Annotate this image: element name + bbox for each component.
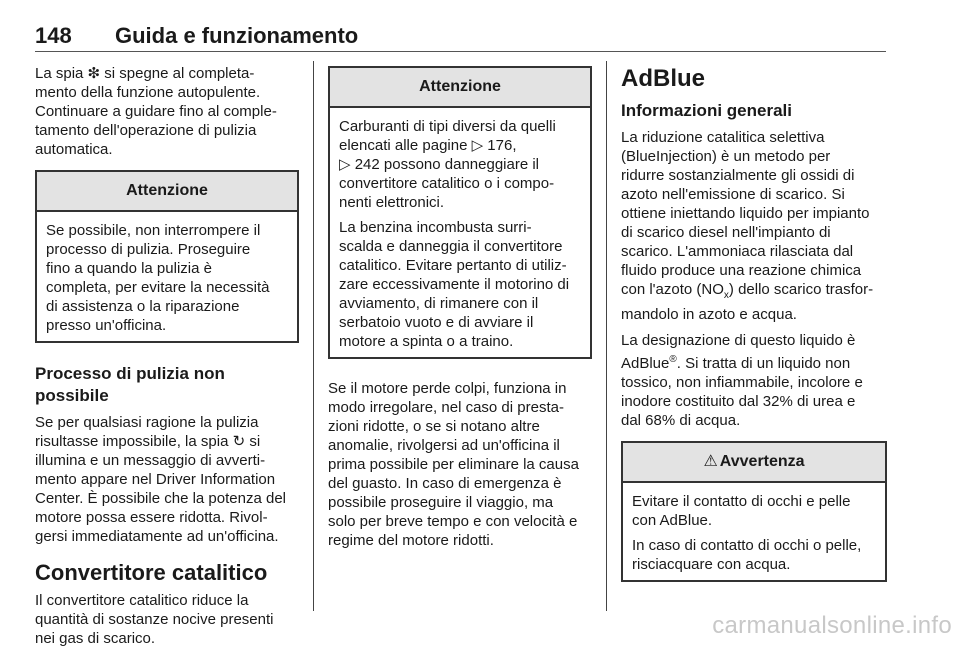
adblue-title: AdBlue xyxy=(621,65,705,92)
caution-text: Se possibile, non interrompere il processo di pulizia. Proseguire fino a quando la pulizia è completa, per evitare la necessità di assistenza o la riparazione presso un'officina. xyxy=(46,222,270,334)
caution-box-2 xyxy=(328,66,592,359)
column-divider-2 xyxy=(606,61,607,611)
watermark: carmanualsonline.info xyxy=(712,612,952,639)
caution-heading: Attenzione xyxy=(37,172,297,212)
warning-triangle-icon: ⚠ xyxy=(703,453,718,470)
warning-box xyxy=(621,441,887,582)
page-header xyxy=(35,23,885,51)
column-2 xyxy=(328,64,592,557)
caution-box-1 xyxy=(35,170,299,343)
page-number: 148 xyxy=(35,23,72,48)
caution-text-2: La benzina incombusta surri- scalda e danneggia il convertitore catalitico. Evitare pertanto di utiliz- zare eccessivamente il motorino di avviamento, di rimanere con il serbatoio vuoto e di avviare il motore a spinta o a traino. xyxy=(339,219,570,350)
column-divider-1 xyxy=(313,61,314,611)
intro-paragraph: La spia ❇ si spegne al completa- mento della funzione autopulente. Continuare a guidare fino al comple- tamento dell'operazione di pulizia automatica. xyxy=(35,65,277,158)
converter-title: Convertitore catalitico xyxy=(35,560,268,585)
column-3 xyxy=(621,64,887,594)
adblue-paragraph-2: La designazione di questo liquido è AdBlue®. Si tratta di un liquido non tossico, non infiammabile, incolore e inodore costituito dal 32% di urea e dal 68% di acqua. xyxy=(621,332,863,429)
caution-text-1: Carburanti di tipi diversi da quelli elencati alle pagine ▷ 176, ▷ 242 possono danneggiare il convertitore catalitico o i compo- nenti elettronici. xyxy=(339,118,556,211)
page-title: Guida e funzionamento xyxy=(115,23,359,48)
adblue-subtitle: Informazioni generali xyxy=(621,101,792,120)
body-paragraph: Se il motore perde colpi, funziona in modo irregolare, nel caso di presta- zioni ridotte, o se si notano altre anomalie, rivolgersi ad un'officina il prima possibile per eliminare la causa del guasto. In caso di emergenza è possibile proseguire il viaggio, ma solo per breve tempo e con velocità e regime del motore ridotti. xyxy=(328,380,579,549)
adblue-paragraph-1: La riduzione catalitica selettiva (BlueInjection) è un metodo per ridurre sostanzialmente gli ossidi di azoto nell'emissione di scarico. Si ottiene iniettando liquido per impianto di scarico diesel nell'impianto di scarico. L'ammoniaca rilasciata dal fluido produce una reazione chimica con l'azoto $(NO_x)$ dello scarico trasfor- mandolo in azoto e acqua. xyxy=(621,129,874,323)
column-1 xyxy=(35,64,299,655)
warning-heading: ⚠ Avvertenza xyxy=(623,443,885,483)
warning-text-2: In caso di contatto di occhi o pelle, risciacquare con acqua. xyxy=(632,537,862,573)
header-divider xyxy=(35,51,886,52)
section-title: Processo di pulizia non possibile xyxy=(35,364,225,405)
section-paragraph: Se per qualsiasi ragione la pulizia risultasse impossibile, la spia ↻ si illumina e un messaggio di avverti- mento appare nel Driver Information Center. È possibile che la potenza del motore possa essere ridotta. Rivol- gersi immediatamente ad un'officina. xyxy=(35,414,286,545)
caution-heading: Attenzione xyxy=(330,68,590,108)
warning-text-1: Evitare il contatto di occhi e pelle con AdBlue. xyxy=(632,493,851,529)
converter-paragraph: Il convertitore catalitico riduce la quantità di sostanze nocive presenti nei gas di scarico. xyxy=(35,592,274,647)
